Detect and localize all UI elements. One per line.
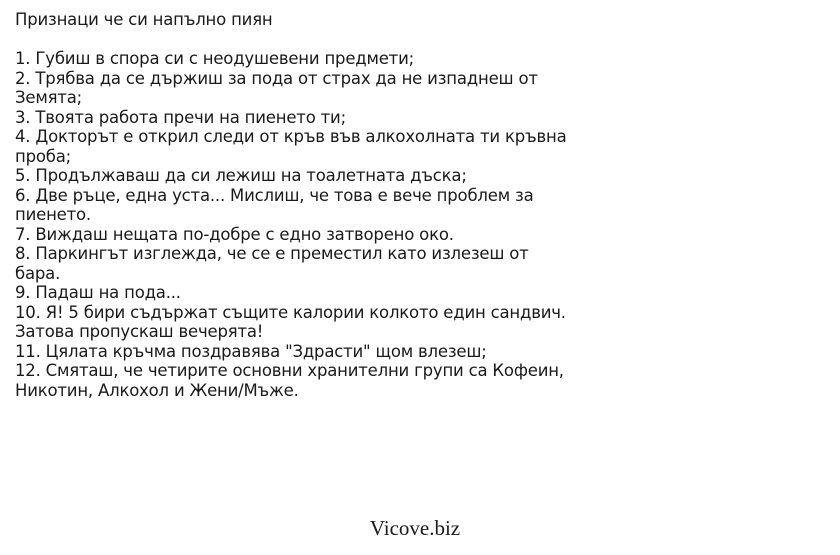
list-item: 9. Падаш на пода... xyxy=(15,283,181,302)
signs-list xyxy=(15,49,575,400)
list-item: 3. Твоята работа пречи на пиенето ти; xyxy=(15,107,346,127)
list-item: 2. Трябва да се държиш за пода от страх да не изпаднеш от Земята; xyxy=(15,68,538,107)
list-item: 4. Докторът е открил следи от кръв във алкохолната ти кръвна проба; xyxy=(15,127,567,166)
list-item: 7. Виждаш нещата по-добре с едно затворено око. xyxy=(15,224,454,244)
list-item: 1. Губиш в спора си с неодушевени предмети; xyxy=(15,49,414,68)
site-footer-watermark: Vicove.biz xyxy=(369,516,461,540)
list-item: 12. Смяташ, че четирите основни хранителни групи са Кофеин, Никотин, Алкохол и Жени/Мъже. xyxy=(15,361,564,400)
document-body xyxy=(15,10,575,400)
list-item: 5. Продължаваш да си лежиш на тоалетната дъска; xyxy=(15,166,467,185)
list-item: 8. Паркингът изглежда, че се е преместил като излезеш от бара. xyxy=(15,244,529,283)
list-item: 10. Я! 5 бири съдържат същите калории колкото един сандвич. Затова пропускаш вечерята! xyxy=(15,302,566,341)
document-title: Признаци че си напълно пиян xyxy=(15,10,273,29)
list-item: 6. Две ръце, една уста... Мислиш, че това е вече проблем за пиенето. xyxy=(15,185,534,224)
list-item: 11. Цялата кръчма поздравява "Здрасти" щом влезеш; xyxy=(15,341,487,361)
